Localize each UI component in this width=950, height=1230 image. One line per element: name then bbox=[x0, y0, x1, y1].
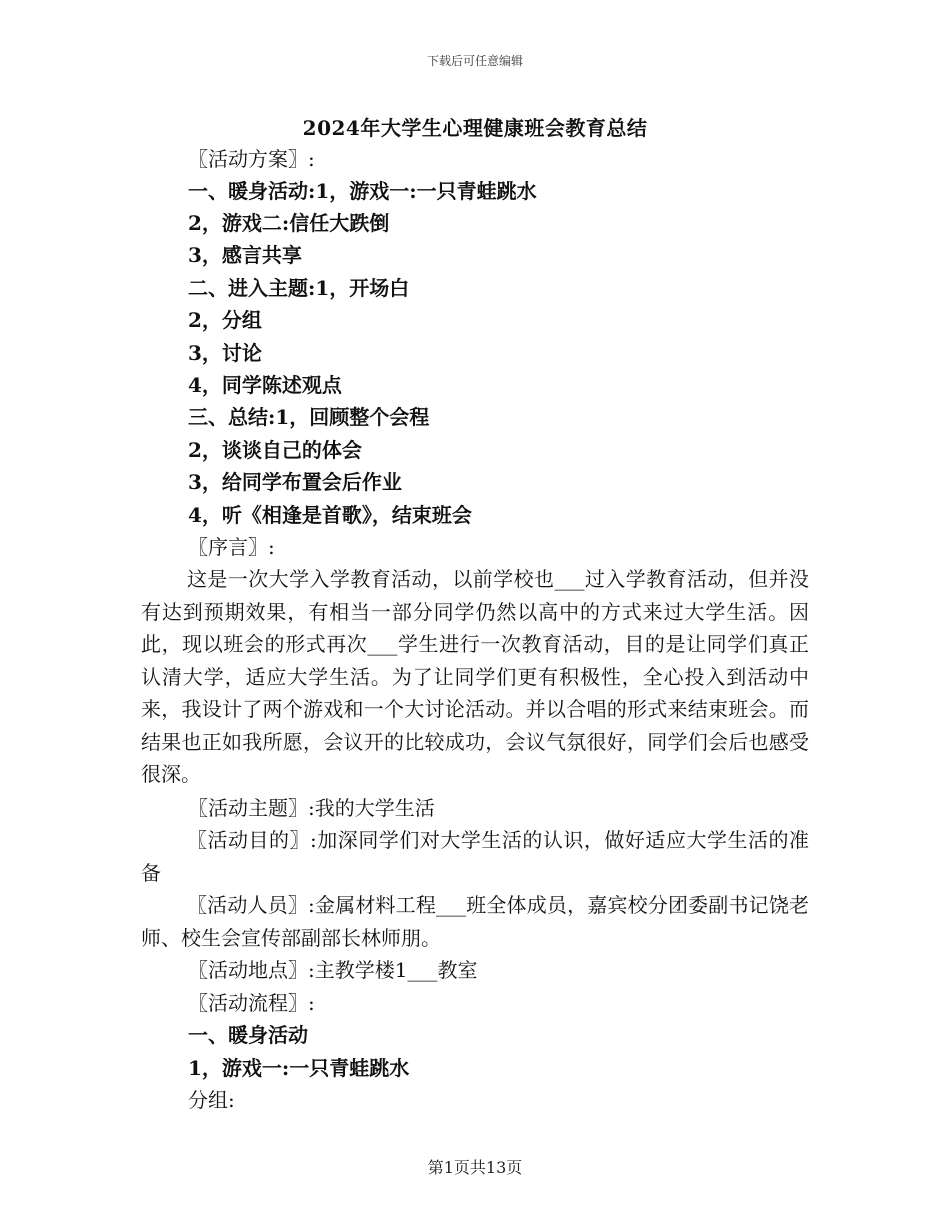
activity-process-heading: 〖活动流程〗: bbox=[188, 991, 315, 1015]
plan-item: 一、暖身活动:1，游戏一:一只青蛙跳水 bbox=[188, 179, 537, 203]
plan-item: 3，感言共享 bbox=[188, 243, 302, 267]
plan-item: 二、进入主题:1，开场白 bbox=[188, 276, 410, 300]
document-title: 2024年大学生心理健康班会教育总结 bbox=[302, 116, 648, 140]
flow-section-heading: 一、暖身活动 bbox=[188, 1023, 308, 1047]
activity-people: 〖活动人员〗:金属材料工程___班全体成员，嘉宾校分团委副书记饶老师、校生会宣传部副部长林师朋。 bbox=[141, 893, 809, 950]
plan-item: 3，讨论 bbox=[188, 341, 262, 365]
plan-item: 2，谈谈自己的体会 bbox=[188, 438, 362, 462]
plan-item: 4，听《相逢是首歌》，结束班会 bbox=[188, 503, 472, 527]
flow-game-heading: 1，游戏一:一只青蛙跳水 bbox=[188, 1056, 410, 1080]
plan-item: 4，同学陈述观点 bbox=[188, 373, 342, 397]
preface-heading: 〖序言〗: bbox=[188, 535, 275, 559]
page-number: 第1页共13页 bbox=[427, 1158, 523, 1177]
plan-item: 3，给同学布置会后作业 bbox=[188, 470, 402, 494]
plan-item: 2，游戏二:信任大跌倒 bbox=[188, 211, 390, 235]
plan-item: 三、总结:1，回顾整个会程 bbox=[188, 405, 430, 429]
plan-item: 2，分组 bbox=[188, 308, 262, 332]
flow-grouping-label: 分组: bbox=[188, 1088, 235, 1112]
preface-paragraph: 这是一次大学入学教育活动，以前学校也___过入学教育活动，但并没有达到预期效果，有相当一部分同学仍然以高中的方式来过大学生活。因此，现以班会的形式再次___学生进行一次教育活动，目的是让同学们真正认清大学，适应大学生活。为了让同学们更有积极性，全心投入到活动中来，我设计了两个游戏和一个大讨论活动。并以合唱的形式来结束班会。而结果也正如我所愿，会议开的比较成功，会议气氛很好，同学们会后也感受很深。 bbox=[141, 567, 809, 786]
header-note: 下载后可任意编辑 bbox=[426, 54, 523, 68]
plan-heading: 〖活动方案〗: bbox=[188, 147, 315, 171]
activity-theme: 〖活动主题〗:我的大学生活 bbox=[188, 796, 435, 820]
activity-location: 〖活动地点〗:主教学楼1___教室 bbox=[188, 958, 478, 982]
activity-purpose: 〖活动目的〗:加深同学们对大学生活的认识，做好适应大学生活的准备 bbox=[141, 828, 809, 885]
